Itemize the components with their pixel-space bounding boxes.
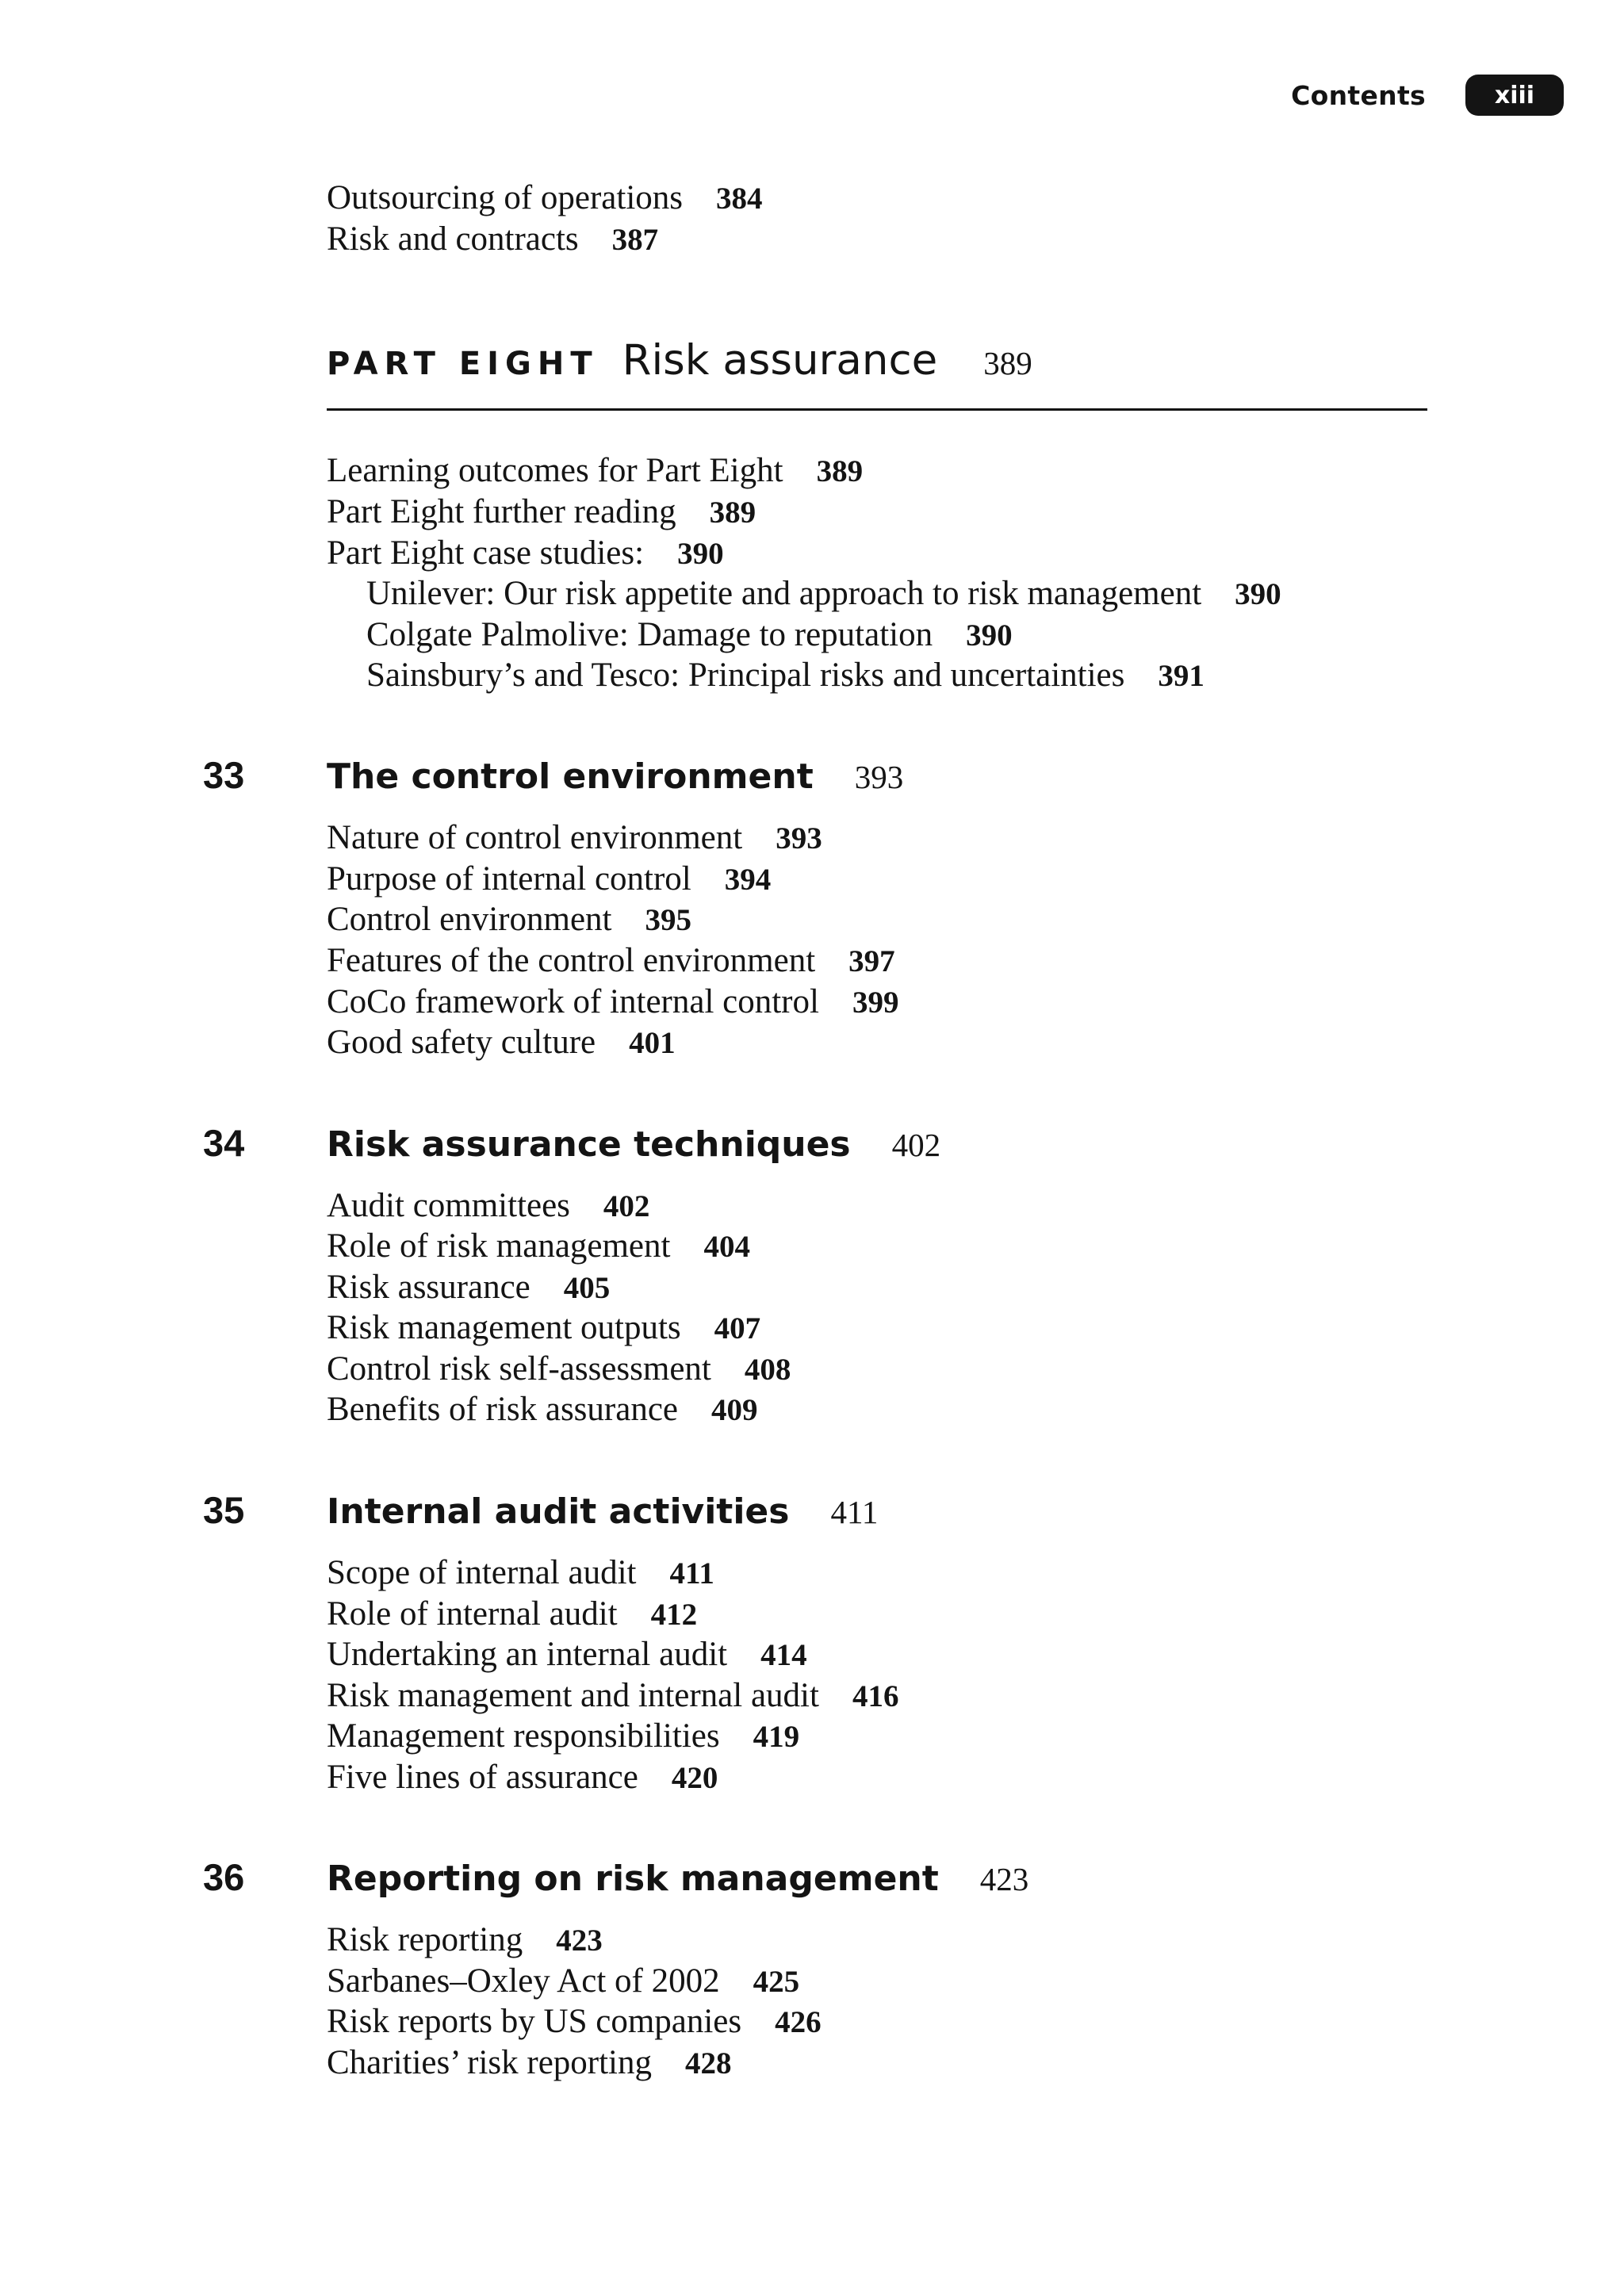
toc-entry-title: Unilever: Our risk appetite and approach to risk management — [366, 575, 1202, 612]
chapter-number: 36 — [203, 1856, 245, 1898]
toc-entry-page: 395 — [645, 903, 691, 937]
running-head — [1291, 75, 1564, 116]
toc-entry-title: CoCo framework of internal control — [327, 983, 819, 1020]
toc-entry[interactable] — [327, 1594, 697, 1636]
toc-entry-title: Role of risk management — [327, 1227, 671, 1265]
toc-entry-page: 420 — [671, 1761, 718, 1795]
running-head-label: Contents — [1291, 79, 1426, 111]
toc-entry[interactable] — [327, 492, 756, 534]
toc-entry[interactable] — [327, 1920, 603, 1962]
toc-entry[interactable] — [327, 533, 724, 575]
toc-entry-page: 404 — [703, 1230, 750, 1264]
toc-entry-page: 390 — [1235, 577, 1281, 611]
part-title: Risk assurance — [622, 336, 938, 385]
toc-entry-title: Five lines of assurance — [327, 1759, 638, 1796]
toc-entry-title: Part Eight case studies: — [327, 534, 645, 572]
toc-entry-page: 390 — [677, 537, 724, 571]
toc-entry[interactable] — [327, 1307, 760, 1349]
toc-entry-title: Colgate Palmolive: Damage to reputation — [366, 616, 933, 653]
toc-entry-page: 387 — [611, 223, 659, 257]
toc-entry-page: 426 — [775, 2005, 822, 2039]
toc-subentry[interactable] — [366, 614, 1013, 657]
toc-entry-title: Control environment — [327, 901, 612, 938]
toc-entry[interactable] — [327, 1634, 807, 1676]
toc-entry[interactable] — [327, 1716, 799, 1758]
toc-entry-title: Risk and contracts — [327, 220, 579, 258]
toc-entry[interactable] — [327, 859, 771, 901]
toc-entry-page: 390 — [966, 618, 1013, 653]
toc-entry-title: Features of the control environment — [327, 942, 816, 979]
toc-entry-page: 428 — [685, 2046, 732, 2081]
toc-entry-title: Good safety culture — [327, 1024, 596, 1061]
toc-entry[interactable] — [327, 450, 863, 492]
toc-entry[interactable] — [327, 1389, 758, 1431]
chapter-number: 35 — [203, 1489, 245, 1531]
toc-entry-title: Sainsbury’s and Tesco: Principal risks and uncertainties — [366, 657, 1125, 694]
toc-entry[interactable] — [327, 1349, 791, 1391]
chapter-page: 411 — [830, 1494, 879, 1530]
toc-entry[interactable] — [327, 219, 658, 261]
toc-entry-page: 423 — [556, 1924, 603, 1958]
toc-entry-title: Management responsibilities — [327, 1717, 720, 1755]
toc-entry-title: Sarbanes–Oxley Act of 2002 — [327, 1962, 720, 2000]
toc-entry[interactable] — [327, 1961, 799, 2003]
toc-entry-page: 419 — [753, 1720, 800, 1754]
toc-entry-title: Undertaking an internal audit — [327, 1636, 728, 1673]
toc-entry-title: Risk reporting — [327, 1921, 523, 1958]
toc-entry-title: Risk assurance — [327, 1269, 530, 1306]
toc-subentry[interactable] — [366, 655, 1205, 697]
toc-entry-page: 405 — [563, 1271, 611, 1305]
toc-entry[interactable] — [327, 1185, 649, 1227]
toc-entry-page: 411 — [669, 1556, 714, 1591]
toc-entry-page: 389 — [816, 454, 864, 488]
toc-entry[interactable] — [327, 2042, 732, 2084]
part-heading[interactable] — [327, 336, 1032, 385]
chapter-title: Internal audit activities — [327, 1491, 790, 1532]
chapter-title: The control environment — [327, 756, 814, 797]
toc-entry-title: Risk management and internal audit — [327, 1677, 819, 1714]
toc-entry-page: 389 — [709, 496, 756, 530]
part-label: PART EIGHT — [327, 346, 599, 382]
toc-entry-page: 401 — [629, 1026, 676, 1060]
toc-entry-title: Charities’ risk reporting — [327, 2044, 652, 2081]
toc-entry[interactable] — [327, 817, 822, 859]
part-page: 389 — [983, 345, 1032, 381]
chapter-heading[interactable] — [203, 753, 903, 797]
toc-entry-page: 407 — [714, 1311, 761, 1346]
chapter-heading[interactable] — [203, 1488, 878, 1532]
toc-entry-title: Control risk self-assessment — [327, 1350, 711, 1388]
toc-entry-page: 412 — [650, 1598, 698, 1632]
toc-entry[interactable] — [327, 2001, 822, 2043]
toc-entry[interactable] — [327, 1757, 718, 1799]
chapter-heading[interactable] — [203, 1855, 1028, 1899]
chapter-title: Reporting on risk management — [327, 1859, 939, 1899]
toc-entry-title: Audit committees — [327, 1187, 570, 1224]
toc-entry-title: Outsourcing of operations — [327, 179, 684, 216]
toc-entry-page: 414 — [760, 1638, 807, 1672]
toc-entry-page: 399 — [852, 986, 899, 1020]
toc-entry-page: 384 — [716, 182, 763, 216]
toc-entry-page: 416 — [852, 1679, 899, 1713]
toc-entry-page: 409 — [711, 1393, 758, 1427]
toc-entry-page: 391 — [1158, 659, 1205, 693]
chapter-heading[interactable] — [203, 1121, 940, 1165]
page-number-badge: xiii — [1465, 75, 1564, 116]
toc-entry[interactable] — [327, 1552, 714, 1594]
toc-entry-page: 402 — [603, 1189, 650, 1223]
toc-entry-page: 394 — [724, 863, 772, 897]
toc-entry-title: Purpose of internal control — [327, 860, 691, 898]
toc-entry[interactable] — [327, 982, 898, 1024]
chapter-title: Risk assurance techniques — [327, 1124, 851, 1165]
toc-entry-page: 425 — [753, 1965, 800, 1999]
toc-entry-title: Role of internal audit — [327, 1595, 618, 1633]
chapter-page: 423 — [979, 1861, 1029, 1897]
toc-entry-page: 393 — [776, 821, 822, 856]
toc-entry-title: Risk management outputs — [327, 1309, 681, 1346]
toc-entry-title: Benefits of risk assurance — [327, 1391, 678, 1428]
toc-entry[interactable] — [327, 1675, 898, 1717]
toc-subentry[interactable] — [366, 573, 1281, 615]
chapter-page: 402 — [891, 1127, 941, 1163]
toc-entry-title: Risk reports by US companies — [327, 2003, 742, 2040]
toc-entry[interactable] — [327, 899, 691, 941]
toc-entry[interactable] — [327, 1267, 610, 1309]
chapter-number: 34 — [203, 1122, 245, 1164]
toc-entry-page: 408 — [744, 1353, 791, 1387]
toc-entry[interactable] — [327, 1022, 676, 1064]
toc-entry[interactable] — [327, 940, 895, 982]
toc-entry[interactable] — [327, 1226, 750, 1268]
toc-entry-page: 397 — [848, 944, 895, 978]
toc-entry-title: Nature of control environment — [327, 819, 743, 856]
toc-entry-title: Part Eight further reading — [327, 493, 676, 530]
chapter-number: 33 — [203, 754, 245, 796]
toc-entry-title: Learning outcomes for Part Eight — [327, 452, 783, 489]
toc-entry[interactable] — [327, 178, 763, 220]
part-divider — [327, 408, 1427, 411]
chapter-page: 393 — [854, 759, 904, 795]
toc-entry-title: Scope of internal audit — [327, 1554, 637, 1591]
